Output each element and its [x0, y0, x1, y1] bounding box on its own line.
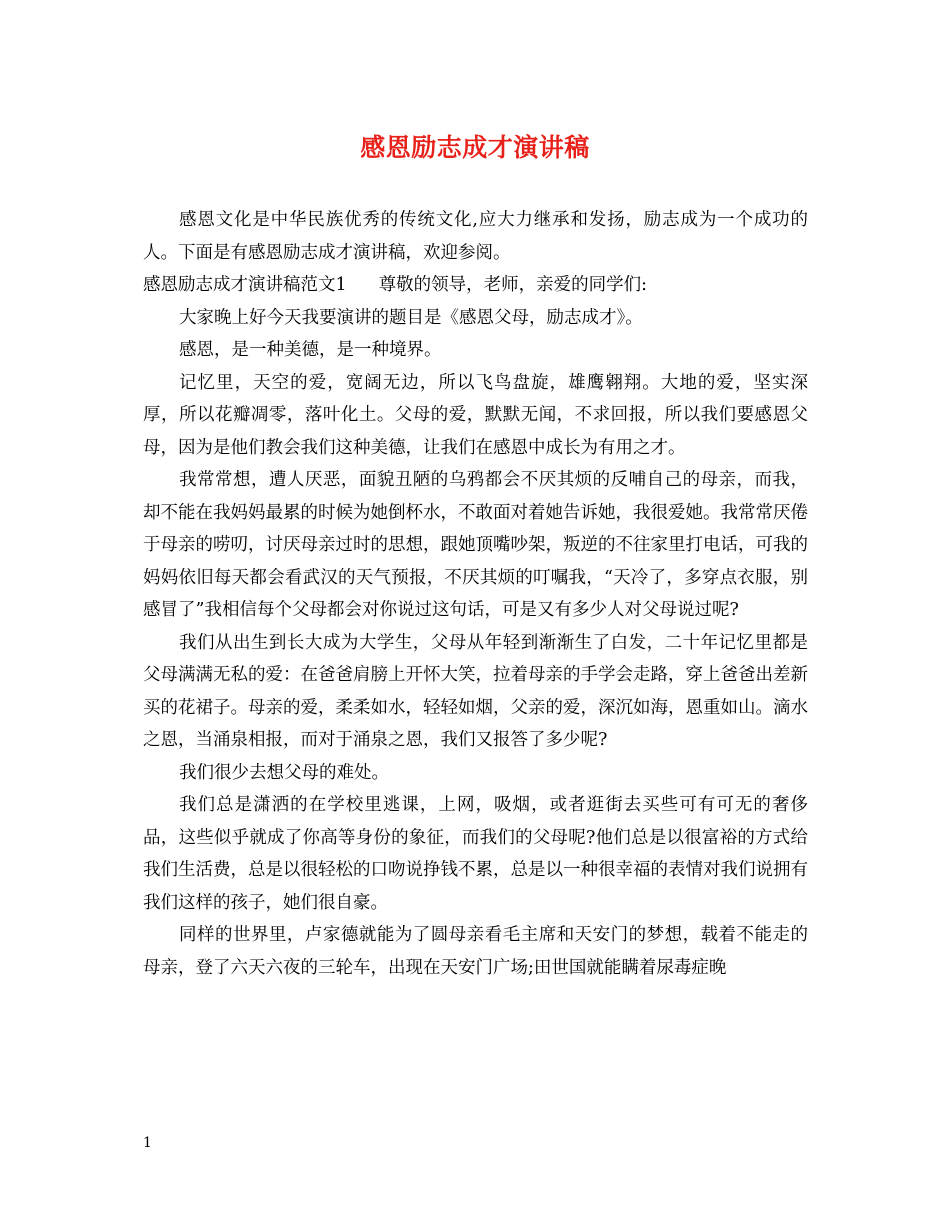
subheading: 感恩励志成才演讲稿范文1 — [143, 275, 347, 295]
subheading-line — [143, 269, 808, 302]
paragraph: 大家晚上好今天我要演讲的题目是《感恩父母，励志成才》。 — [179, 307, 643, 328]
paragraph: 同样的世界里，卢家德就能为了圆母亲看毛主席和天安门的梦想，载着不能走的母亲，登了六天六夜的三轮车，出现在天安门广场;田世国就能瞒着尿毒症晚 — [143, 925, 808, 978]
intro-paragraph: 感恩文化是中华民族优秀的传统文化,应大力继承和发扬，励志成为一个成功的人。下面是有感恩励志成才演讲稿，欢迎参阅。 — [143, 210, 808, 263]
paragraph: 感恩，是一种美德，是一种境界。 — [179, 340, 442, 360]
paragraph: 我们很少去想父母的难处。 — [179, 762, 389, 783]
document-title: 感恩励志成才演讲稿 — [360, 133, 590, 162]
paragraph: 记忆里，天空的爱，宽阔无边，所以飞鸟盘旋，雄鹰翱翔。大地的爱，坚实深厚，所以花瓣凋零，落叶化土。父母的爱，默默无闻，不求回报，所以我们要感恩父母，因为是他们教会我们这种美德，让我们在感恩中成长为有用之才。 — [143, 372, 808, 458]
paragraph: 我们从出生到长大成为大学生，父母从年轻到渐渐生了白发，二十年记忆里都是父母满满无私的爱：在爸爸肩膀上开怀大笑，拉着母亲的手学会走路，穿上爸爸出差新买的花裙子。母亲的爱，柔柔如水，轻轻如烟，父亲的爱，深沉如海，恩重如山。滴水之恩，当涌泉相报，而对于涌泉之恩，我们又报答了多少呢? — [143, 632, 808, 750]
paragraph: 我们总是潇洒的在学校里逃课，上网，吸烟，或者逛街去买些可有可无的奢侈品，这些似乎就成了你高等身份的象征，而我们的父母呢?他们总是以很富裕的方式给我们生活费，总是以很轻松的口吻说挣钱不累，总是以一种很幸福的表情对我们说拥有我们这样的孩子，她们很自豪。 — [143, 795, 808, 913]
salutation: 尊敬的领导，老师，亲爱的同学们: — [378, 275, 648, 295]
paragraph: 我常常想，遭人厌恶，面貌丑陋的乌鸦都会不厌其烦的反哺自己的母亲，而我，却不能在我妈妈最累的时候为她倒杯水，不敢面对着她告诉她，我很爱她。我常常厌倦于母亲的唠叨，讨厌母亲过时的思想，跟她顶嘴吵架，叛逆的不往家里打电话，可我的妈妈依旧每天都会看武汉的天气预报，不厌其烦的叮嘱我，“天冷了，多穿点衣服，别感冒了”我相信每个父母都会对你说过这句话，可是又有多少人对父母说过呢? — [143, 470, 808, 620]
document-body — [143, 204, 808, 984]
page-number: 1 — [143, 1135, 152, 1151]
